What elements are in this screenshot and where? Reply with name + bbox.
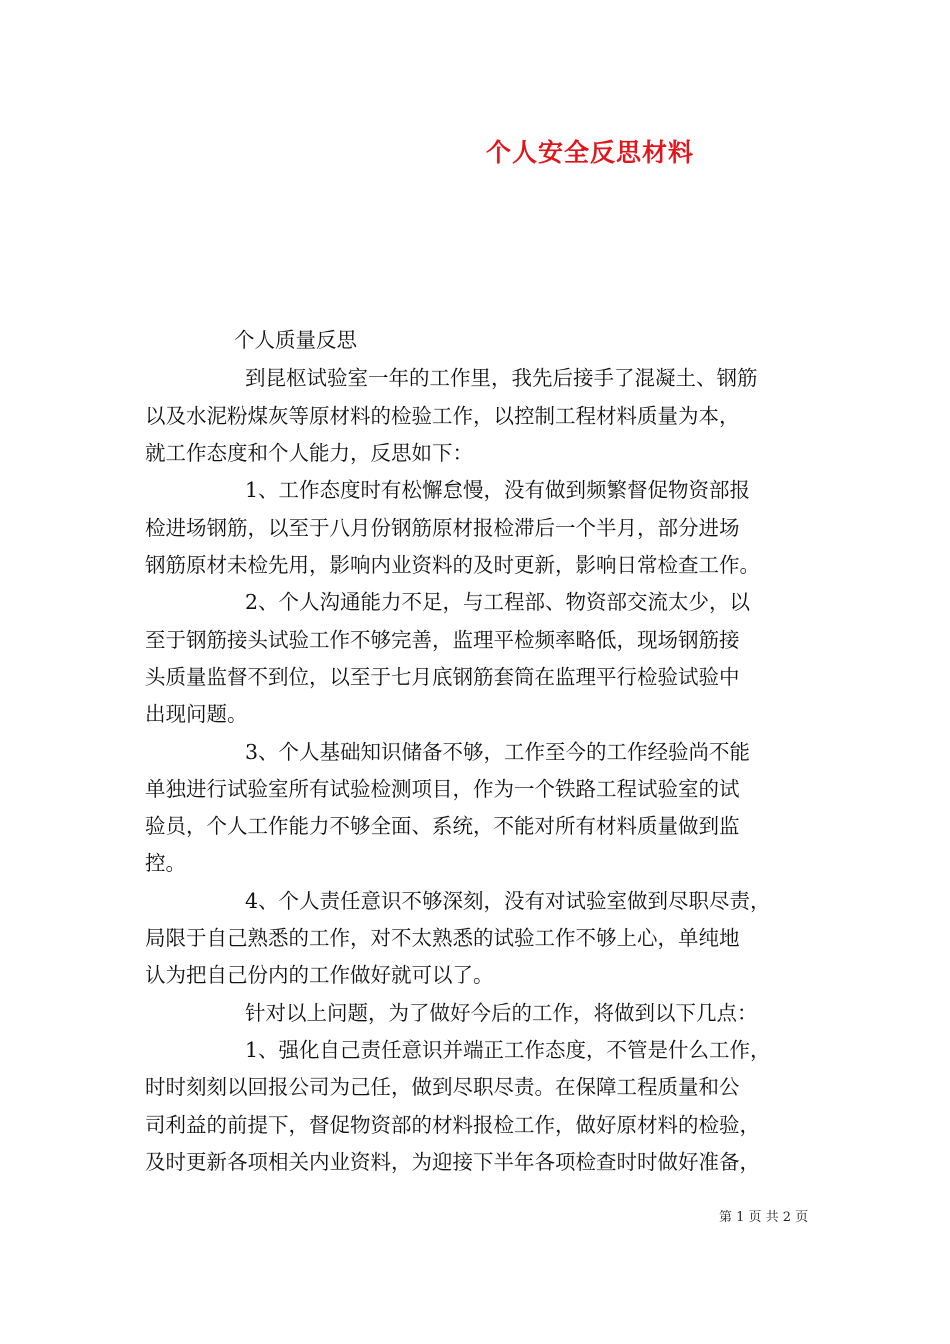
paragraph-line: 针对以上问题，为了做好今后的工作，将做到以下几点： bbox=[245, 1001, 758, 1025]
paragraph-line: 及时更新各项相关内业资料，为迎接下半年各项检查时时做好准备， bbox=[145, 1150, 760, 1174]
paragraph-line: 时时刻刻以回报公司为己任，做到尽职尽责。在保障工程质量和公 bbox=[145, 1075, 740, 1099]
paragraph-line: 司利益的前提下，督促物资部的材料报检工作，做好原材料的检验， bbox=[145, 1113, 760, 1137]
paragraph-line: 单独进行试验室所有试验检测项目，作为一个铁路工程试验室的试 bbox=[145, 777, 740, 801]
paragraph-line: 检进场钢筋，以至于八月份钢筋原材报检滞后一个半月，部分进场 bbox=[145, 516, 740, 540]
paragraph-line: 控。 bbox=[145, 851, 186, 875]
paragraph-line: 验员，个人工作能力不够全面、系统，不能对所有材料质量做到监 bbox=[145, 814, 740, 838]
paragraph-line: 出现问题。 bbox=[145, 702, 248, 726]
paragraph-line: 1、工作态度时有松懈怠慢，没有做到频繁督促物资部报 bbox=[245, 478, 751, 502]
paragraph-line: 以及水泥粉煤灰等原材料的检验工作，以控制工程材料质量为本， bbox=[145, 404, 740, 428]
heading-quality-reflection: 个人质量反思 bbox=[234, 328, 357, 352]
paragraph-line: 头质量监督不到位，以至于七月底钢筋套筒在监理平行检验试验中 bbox=[145, 665, 740, 689]
paragraph-line: 局限于自己熟悉的工作，对不太熟悉的试验工作不够上心，单纯地 bbox=[145, 926, 740, 950]
paragraph-line: 认为把自己份内的工作做好就可以了。 bbox=[145, 963, 494, 987]
paragraph-line: 4、个人责任意识不够深刻，没有对试验室做到尽职尽责， bbox=[245, 889, 771, 913]
paragraph-line: 3、个人基础知识储备不够，工作至今的工作经验尚不能 bbox=[245, 740, 751, 764]
paragraph-line: 至于钢筋接头试验工作不够完善，监理平检频率略低，现场钢筋接 bbox=[145, 628, 740, 652]
paragraph-line: 1、强化自己责任意识并端正工作态度，不管是什么工作， bbox=[245, 1038, 771, 1062]
paragraph-line: 钢筋原材未检先用，影响内业资料的及时更新，影响日常检查工作。 bbox=[145, 553, 760, 577]
paragraph-line: 2、个人沟通能力不足，与工程部、物资部交流太少，以 bbox=[245, 590, 751, 614]
paragraph-line: 到昆枢试验室一年的工作里，我先后接手了混凝土、钢筋 bbox=[245, 366, 758, 390]
document-title: 个人安全反思材料 bbox=[486, 138, 695, 167]
paragraph-line: 就工作态度和个人能力，反思如下： bbox=[145, 441, 473, 465]
page-number-footer: 第 1 页 共 2 页 bbox=[719, 1210, 809, 1225]
